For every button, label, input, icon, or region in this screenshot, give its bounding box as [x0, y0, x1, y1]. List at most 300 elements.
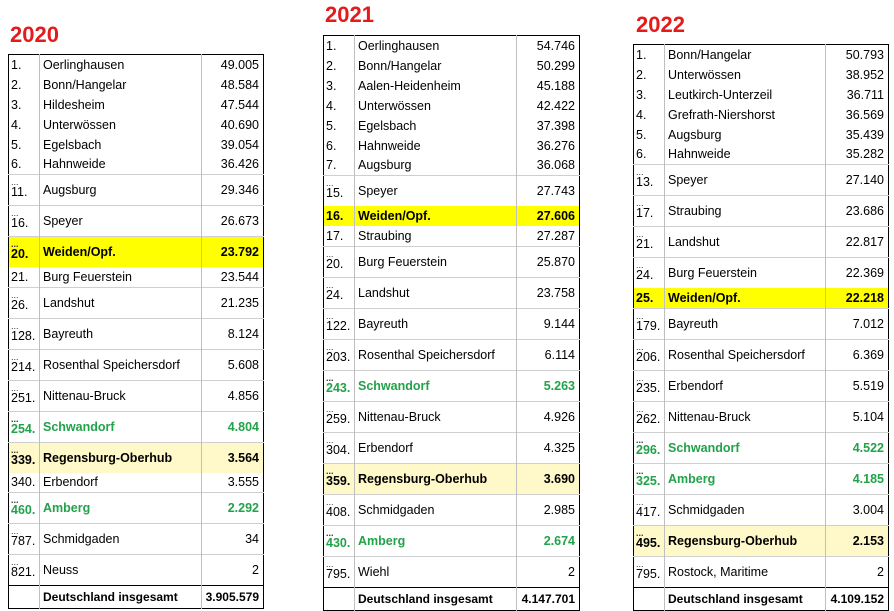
rank-cell — [324, 226, 355, 246]
year-title-2022: 2022 — [636, 12, 685, 37]
rank-cell — [9, 95, 40, 115]
rank-number: 3. — [11, 97, 22, 112]
rank-number: 2. — [11, 77, 22, 92]
table-row — [634, 288, 889, 308]
movement-count: 36.711 — [826, 85, 889, 105]
rank-cell — [324, 116, 355, 136]
movement-count: 3.555 — [202, 473, 264, 493]
ellipsis-marker: ... — [326, 496, 334, 507]
table-row — [634, 401, 889, 432]
ellipsis-marker: ... — [326, 372, 334, 383]
rank-number: 21. — [11, 269, 29, 284]
rank-cell — [634, 65, 665, 85]
table-row — [634, 65, 889, 85]
airfield-name: Schwandorf — [665, 432, 826, 463]
movement-count: 3.690 — [517, 463, 580, 494]
ellipsis-marker: ... — [326, 341, 334, 352]
rank-number: 304. — [326, 442, 351, 457]
rank-cell — [9, 349, 40, 380]
table-row — [634, 227, 889, 258]
total-label: Deutschland insgesamt — [355, 587, 517, 610]
airfield-name: Nittenau-Bruck — [40, 380, 202, 411]
table-row — [9, 349, 264, 380]
rank-cell — [9, 155, 40, 175]
movement-count: 4.185 — [826, 463, 889, 494]
table-row — [324, 277, 580, 308]
movement-count: 2.674 — [517, 525, 580, 556]
table-row — [634, 432, 889, 463]
rank-number: 787. — [11, 534, 36, 548]
airfield-name: Rosenthal Speichersdorf — [40, 349, 202, 380]
rank-number: 4. — [636, 107, 647, 122]
ellipsis-marker: ... — [636, 167, 644, 177]
table-row — [9, 75, 264, 95]
movement-count: 3.004 — [826, 494, 889, 525]
table-row — [634, 85, 889, 105]
rank-cell — [634, 125, 665, 145]
rank-cell — [9, 493, 40, 524]
rank-cell — [324, 556, 355, 587]
table-row — [324, 525, 580, 556]
ranking-table-2021 — [323, 35, 580, 611]
movement-count: 49.005 — [202, 55, 264, 75]
airfield-name: Hildesheim — [40, 95, 202, 115]
rank-number: 20. — [326, 256, 344, 271]
rank-cell — [324, 401, 355, 432]
rank-cell — [9, 287, 40, 318]
movement-count: 5.608 — [202, 349, 264, 380]
airfield-name: Speyer — [665, 165, 826, 196]
airfield-name: Schwandorf — [355, 370, 517, 401]
rank-cell — [324, 494, 355, 525]
ellipsis-marker: ... — [326, 403, 334, 414]
airfield-name: Weiden/Opf. — [40, 237, 202, 268]
total-value: 3.905.579 — [202, 586, 264, 609]
rank-cell — [634, 556, 665, 587]
rank-number: 5. — [11, 137, 22, 152]
movement-count: 36.569 — [826, 105, 889, 125]
table-row — [9, 55, 264, 75]
rank-cell — [324, 308, 355, 339]
rank-number: 206. — [636, 349, 661, 364]
movement-count: 4.856 — [202, 380, 264, 411]
movement-count: 27.287 — [517, 226, 580, 246]
rank-cell — [324, 176, 355, 207]
ellipsis-marker: ... — [326, 248, 334, 259]
movement-count: 45.188 — [517, 76, 580, 96]
movement-count: 36.276 — [517, 136, 580, 156]
movement-count: 4.522 — [826, 432, 889, 463]
movement-count: 2.292 — [202, 493, 264, 524]
table-row — [324, 226, 580, 246]
rank-number: 495. — [636, 535, 661, 550]
ellipsis-marker: ... — [11, 177, 19, 187]
airfield-name: Regensburg-Oberhub — [355, 463, 517, 494]
movement-count: 2 — [202, 555, 264, 586]
rank-number: 214. — [11, 359, 36, 374]
rank-number: 235. — [636, 380, 661, 395]
rank-cell — [634, 227, 665, 258]
airfield-name: Regensburg-Oberhub — [40, 442, 202, 473]
ellipsis-marker: ... — [636, 260, 644, 270]
table-row — [9, 493, 264, 524]
rank-cell — [634, 494, 665, 525]
rank-number: 15. — [326, 186, 344, 200]
table-row — [324, 246, 580, 277]
airfield-name: Hahnweide — [355, 136, 517, 156]
rank-cell — [324, 96, 355, 116]
ellipsis-marker: ... — [11, 495, 19, 505]
rank-cell — [634, 165, 665, 196]
ellipsis-marker: ... — [11, 351, 19, 362]
airfield-name: Burg Feuerstein — [665, 258, 826, 289]
rank-cell — [634, 85, 665, 105]
ellipsis-marker: ... — [326, 178, 334, 188]
rank-cell — [9, 75, 40, 95]
table-row — [9, 155, 264, 175]
rank-cell — [9, 267, 40, 287]
movement-count: 2 — [517, 556, 580, 587]
airfield-name: Unterwössen — [665, 65, 826, 85]
rank-cell — [324, 136, 355, 156]
table-row — [634, 258, 889, 289]
movement-count: 25.870 — [517, 246, 580, 277]
ellipsis-marker: ... — [11, 526, 19, 536]
total-row — [9, 586, 264, 609]
movement-count: 40.690 — [202, 115, 264, 135]
table-row — [324, 116, 580, 136]
total-rank-cell — [9, 586, 40, 609]
movement-count: 23.686 — [826, 196, 889, 227]
total-value: 4.147.701 — [517, 587, 580, 610]
rank-cell — [9, 380, 40, 411]
rank-cell — [9, 524, 40, 555]
airfield-name: Augsburg — [355, 156, 517, 176]
airfield-name: Neuss — [40, 555, 202, 586]
ellipsis-marker: ... — [11, 289, 19, 300]
rank-number: 795. — [326, 566, 351, 581]
rank-number: 7. — [326, 158, 337, 173]
ellipsis-marker: ... — [636, 434, 644, 445]
ranking-table-2020 — [8, 54, 264, 609]
rank-number: 179. — [636, 318, 661, 333]
rank-cell — [9, 175, 40, 206]
table-row — [324, 56, 580, 76]
ellipsis-marker: ... — [11, 413, 19, 424]
table-row — [634, 308, 889, 339]
airfield-name: Regensburg-Oberhub — [665, 525, 826, 556]
movement-count: 3.564 — [202, 442, 264, 473]
table-row — [324, 494, 580, 525]
rank-number: 17. — [326, 228, 344, 243]
rank-cell — [324, 156, 355, 176]
table-row — [9, 380, 264, 411]
movement-count: 4.926 — [517, 401, 580, 432]
rank-cell — [324, 463, 355, 494]
movement-count: 54.746 — [517, 36, 580, 56]
rank-number: 408. — [326, 504, 351, 519]
airfield-name: Bayreuth — [665, 308, 826, 339]
movement-count: 5.263 — [517, 370, 580, 401]
movement-count: 22.218 — [826, 288, 889, 308]
movement-count: 27.743 — [517, 176, 580, 207]
movement-count: 38.952 — [826, 65, 889, 85]
rank-number: 21. — [636, 237, 654, 251]
rank-number: 1. — [636, 47, 647, 62]
rank-number: 6. — [636, 147, 647, 162]
airfield-name: Amberg — [665, 463, 826, 494]
table-row — [634, 105, 889, 125]
total-value: 4.109.152 — [826, 587, 889, 610]
movement-count: 23.758 — [517, 277, 580, 308]
airfield-name: Landshut — [40, 287, 202, 318]
total-row — [634, 587, 889, 610]
rank-number: 1. — [11, 57, 22, 72]
rank-cell — [324, 370, 355, 401]
table-row — [324, 370, 580, 401]
table-row — [9, 135, 264, 155]
rank-cell — [9, 411, 40, 442]
rank-number: 128. — [11, 328, 36, 343]
table-row — [634, 370, 889, 401]
airfield-name: Nittenau-Bruck — [665, 401, 826, 432]
ellipsis-marker: ... — [326, 465, 334, 476]
ellipsis-marker: ... — [11, 557, 19, 567]
movement-count: 2 — [826, 556, 889, 587]
movement-count: 21.235 — [202, 287, 264, 318]
rank-number: 2. — [326, 58, 337, 73]
movement-count: 50.793 — [826, 45, 889, 65]
rank-number: 6. — [11, 157, 22, 172]
movement-count: 8.124 — [202, 318, 264, 349]
airfield-name: Nittenau-Bruck — [355, 401, 517, 432]
ellipsis-marker: ... — [11, 320, 19, 331]
rank-number: 6. — [326, 138, 337, 153]
airfield-name: Landshut — [355, 277, 517, 308]
rank-number: 254. — [11, 421, 36, 436]
table-row — [324, 556, 580, 587]
table-row — [9, 95, 264, 115]
airfield-name: Burg Feuerstein — [40, 267, 202, 287]
movement-count: 29.346 — [202, 175, 264, 206]
movement-count: 47.544 — [202, 95, 264, 115]
table-row — [324, 308, 580, 339]
ellipsis-marker: ... — [11, 444, 19, 455]
airfield-name: Amberg — [355, 525, 517, 556]
rank-number: 24. — [326, 287, 344, 302]
movement-count: 36.426 — [202, 155, 264, 175]
table-row — [324, 432, 580, 463]
total-rank-cell — [634, 587, 665, 610]
total-rank-cell — [324, 587, 355, 610]
rank-number: 259. — [326, 411, 351, 426]
movement-count: 27.140 — [826, 165, 889, 196]
movement-count: 5.104 — [826, 401, 889, 432]
movement-count: 35.282 — [826, 145, 889, 165]
rank-cell — [9, 135, 40, 155]
rank-number: 3. — [636, 87, 647, 102]
movement-count: 39.054 — [202, 135, 264, 155]
rank-number: 122. — [326, 318, 351, 333]
airfield-name: Schmidgaden — [355, 494, 517, 525]
rank-cell — [634, 370, 665, 401]
ellipsis-marker: ... — [326, 434, 334, 445]
rank-cell — [9, 115, 40, 135]
airfield-name: Unterwössen — [40, 115, 202, 135]
rank-number: 24. — [636, 268, 654, 282]
ellipsis-marker: ... — [636, 198, 644, 208]
ellipsis-marker: ... — [326, 279, 334, 290]
airfield-name: Erbendorf — [355, 432, 517, 463]
airfield-name: Amberg — [40, 493, 202, 524]
airfield-name: Straubing — [665, 196, 826, 227]
rank-number: 325. — [636, 473, 661, 488]
airfield-name: Bonn/Hangelar — [355, 56, 517, 76]
table-row — [324, 339, 580, 370]
rank-number: 20. — [11, 247, 29, 261]
airfield-name: Rosenthal Speichersdorf — [665, 339, 826, 370]
rank-cell — [324, 76, 355, 96]
movement-count: 36.068 — [517, 156, 580, 176]
movement-count: 4.325 — [517, 432, 580, 463]
rank-cell — [634, 308, 665, 339]
airfield-name: Hahnweide — [40, 155, 202, 175]
rank-cell — [634, 258, 665, 289]
airfield-name: Schmidgaden — [665, 494, 826, 525]
rank-cell — [324, 277, 355, 308]
movement-count: 23.792 — [202, 237, 264, 268]
airfield-name: Oerlinghausen — [40, 55, 202, 75]
rank-number: 262. — [636, 411, 661, 426]
table-row — [324, 96, 580, 116]
rank-cell — [9, 473, 40, 493]
rank-cell — [634, 105, 665, 125]
airfield-name: Rostock, Maritime — [665, 556, 826, 587]
airfield-name: Schwandorf — [40, 411, 202, 442]
ellipsis-marker: ... — [636, 229, 644, 239]
table-row — [634, 125, 889, 145]
rank-number: 3. — [326, 78, 337, 93]
table-row — [9, 524, 264, 555]
airfield-name: Augsburg — [665, 125, 826, 145]
movement-count: 22.369 — [826, 258, 889, 289]
ellipsis-marker: ... — [636, 496, 644, 507]
rank-number: 340. — [11, 475, 36, 490]
table-row — [9, 442, 264, 473]
rank-number: 4. — [11, 117, 22, 132]
ellipsis-marker: ... — [636, 465, 644, 476]
rank-cell — [9, 206, 40, 237]
table-row — [324, 36, 580, 56]
rank-cell — [634, 196, 665, 227]
movement-count: 37.398 — [517, 116, 580, 136]
rank-cell — [634, 525, 665, 556]
ellipsis-marker: ... — [11, 208, 19, 218]
table-row — [9, 287, 264, 318]
rank-number: 430. — [326, 535, 351, 550]
airfield-name: Wiehl — [355, 556, 517, 587]
table-row — [9, 237, 264, 268]
movement-count: 6.114 — [517, 339, 580, 370]
airfield-name: Landshut — [665, 227, 826, 258]
airfield-name: Augsburg — [40, 175, 202, 206]
ellipsis-marker: ... — [11, 239, 19, 249]
table-row — [9, 267, 264, 287]
table-row — [634, 525, 889, 556]
airfield-name: Egelsbach — [40, 135, 202, 155]
rank-number: 795. — [636, 566, 661, 581]
rank-number: 13. — [636, 175, 654, 189]
airfield-name: Unterwössen — [355, 96, 517, 116]
ellipsis-marker: ... — [326, 527, 334, 538]
airfield-name: Straubing — [355, 226, 517, 246]
rank-number: 417. — [636, 504, 661, 519]
rank-number: 203. — [326, 349, 351, 364]
rank-number: 16. — [326, 209, 344, 223]
rank-cell — [9, 55, 40, 75]
table-row — [9, 555, 264, 586]
rank-number: 296. — [636, 442, 661, 457]
rank-number: 17. — [636, 206, 654, 220]
airfield-name: Hahnweide — [665, 145, 826, 165]
rank-cell — [634, 339, 665, 370]
movement-count: 23.544 — [202, 267, 264, 287]
table-row — [634, 45, 889, 65]
rank-number: 2. — [636, 67, 647, 82]
airfield-name: Weiden/Opf. — [355, 206, 517, 226]
airfield-name: Grefrath-Niershorst — [665, 105, 826, 125]
table-row — [324, 176, 580, 207]
table-row — [634, 556, 889, 587]
table-row — [324, 401, 580, 432]
rank-cell — [324, 525, 355, 556]
table-row — [634, 463, 889, 494]
airfield-name: Bayreuth — [355, 308, 517, 339]
table-row — [324, 156, 580, 176]
rank-cell — [9, 555, 40, 586]
movement-count: 9.144 — [517, 308, 580, 339]
year-title-2020: 2020 — [10, 22, 59, 47]
movement-count: 2.153 — [826, 525, 889, 556]
table-row — [9, 411, 264, 442]
ellipsis-marker: ... — [11, 382, 19, 393]
rank-number: 4. — [326, 98, 337, 113]
movement-count: 50.299 — [517, 56, 580, 76]
airfield-name: Bonn/Hangelar — [40, 75, 202, 95]
rank-cell — [634, 463, 665, 494]
rank-number: 26. — [11, 297, 29, 312]
ellipsis-marker: ... — [636, 527, 644, 538]
airfield-name: Speyer — [355, 176, 517, 207]
airfield-name: Erbendorf — [40, 473, 202, 493]
movement-count: 4.804 — [202, 411, 264, 442]
rank-number: 1. — [326, 38, 337, 53]
airfield-name: Bonn/Hangelar — [665, 45, 826, 65]
movement-count: 34 — [202, 524, 264, 555]
airfield-name: Erbendorf — [665, 370, 826, 401]
rank-number: 251. — [11, 390, 36, 405]
airfield-name: Schmidgaden — [40, 524, 202, 555]
total-label: Deutschland insgesamt — [40, 586, 202, 609]
rank-number: 243. — [326, 380, 351, 395]
table-row — [9, 115, 264, 135]
rank-cell — [324, 206, 355, 226]
ellipsis-marker: ... — [636, 558, 644, 569]
table-row — [9, 175, 264, 206]
ranking-table-2022 — [633, 44, 889, 611]
table-row — [9, 473, 264, 493]
rank-cell — [9, 237, 40, 268]
